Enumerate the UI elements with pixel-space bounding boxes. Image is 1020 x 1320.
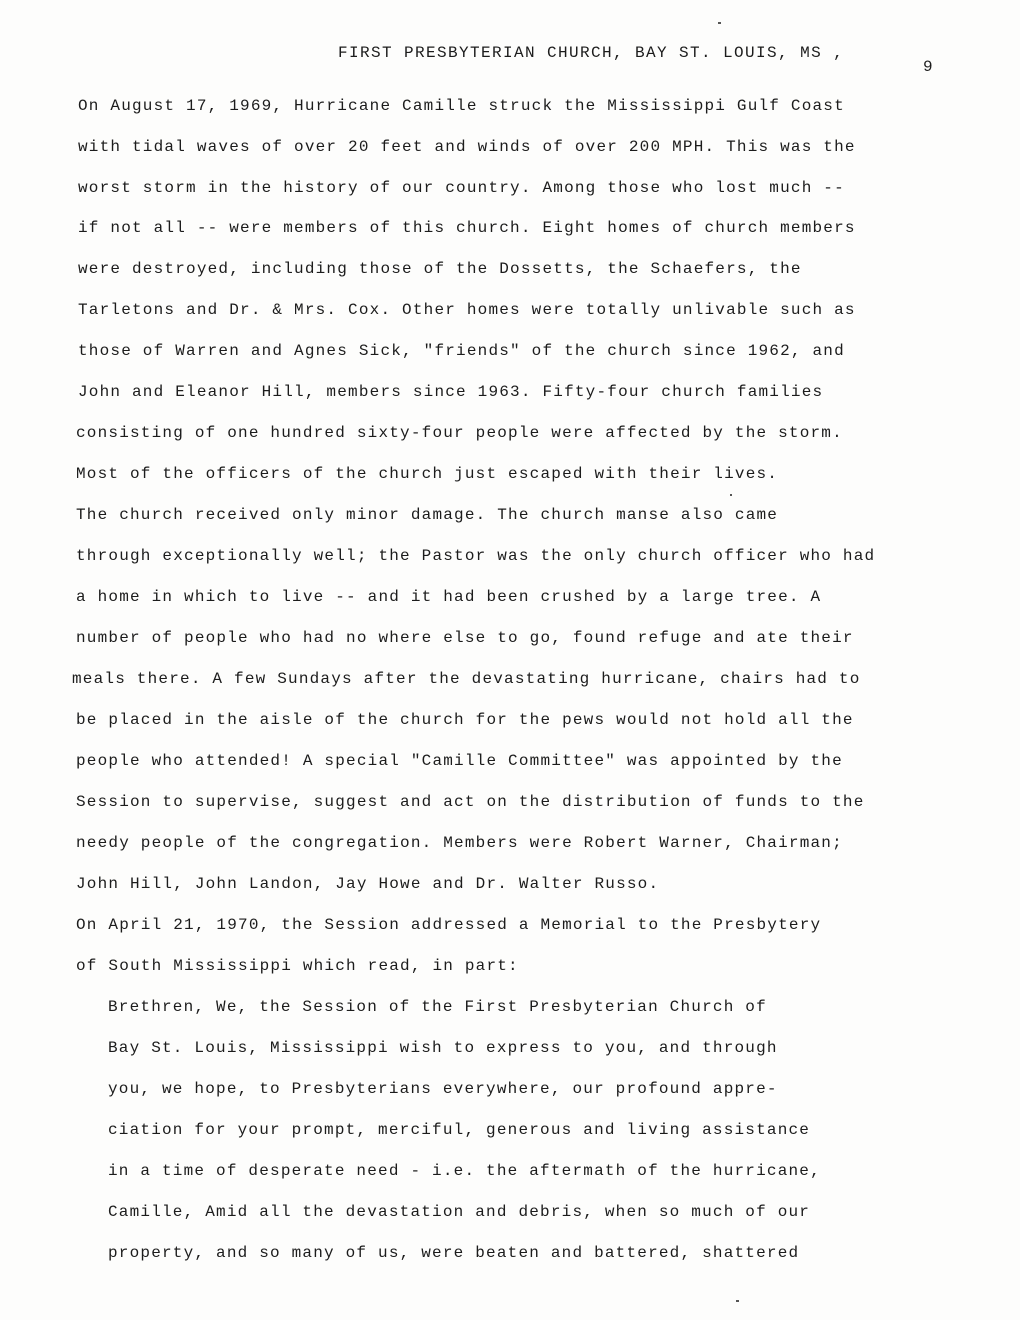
scan-speck — [736, 1300, 739, 1302]
body-line: were destroyed, including those of the Dossetts, the Schaefers, the — [78, 260, 802, 278]
body-line: those of Warren and Agnes Sick, "friends" of the church since 1962, and — [78, 342, 845, 360]
body-line: John and Eleanor Hill, members since 1963. Fifty-four church families — [78, 383, 824, 401]
body-line: a home in which to live -- and it had been crushed by a large tree. A — [76, 588, 822, 606]
quote-line: Brethren, We, the Session of the First Presbyterian Church of — [108, 998, 767, 1016]
body-line: On April 21, 1970, the Session addressed a Memorial to the Presbytery — [76, 916, 822, 934]
body-line: consisting of one hundred sixty-four people were affected by the storm. — [76, 424, 843, 442]
quote-line: you, we hope, to Presbyterians everywhere, our profound appre- — [108, 1080, 778, 1098]
quote-line: Bay St. Louis, Mississippi wish to express to you, and through — [108, 1039, 778, 1057]
body-line: people who attended! A special "Camille Committee" was appointed by the — [76, 752, 843, 770]
body-line: if not all -- were members of this church. Eight homes of church members — [78, 219, 856, 237]
body-line: needy people of the congregation. Members were Robert Warner, Chairman; — [76, 834, 843, 852]
body-line: On August 17, 1969, Hurricane Camille struck the Mississippi Gulf Coast — [78, 97, 845, 115]
body-line: worst storm in the history of our country. Among those who lost much -- — [78, 179, 845, 197]
body-line: Session to supervise, suggest and act on the distribution of funds to the — [76, 793, 865, 811]
body-line: Tarletons and Dr. & Mrs. Cox. Other homes were totally unlivable such as — [78, 301, 856, 319]
body-line: with tidal waves of over 20 feet and winds of over 200 MPH. This was the — [78, 138, 856, 156]
body-line: be placed in the aisle of the church for the pews would not hold all the — [76, 711, 854, 729]
body-line: meals there. A few Sundays after the devastating hurricane, chairs had to — [72, 670, 861, 688]
scan-speck — [730, 494, 732, 496]
quote-line: Camille, Amid all the devastation and debris, when so much of our — [108, 1203, 811, 1221]
scan-speck — [718, 22, 721, 24]
body-line: Most of the officers of the church just escaped with their lives. — [76, 465, 779, 483]
page-number: 9 — [923, 58, 933, 76]
body-line: The church received only minor damage. The church manse also came — [76, 506, 779, 524]
body-line: number of people who had no where else to go, found refuge and ate their — [76, 629, 854, 647]
body-line: through exceptionally well; the Pastor was the only church officer who had — [76, 547, 876, 565]
quote-line: property, and so many of us, were beaten and battered, shattered — [108, 1244, 800, 1262]
quote-line: ciation for your prompt, merciful, generous and living assistance — [108, 1121, 811, 1139]
body-line: of South Mississippi which read, in part: — [76, 957, 519, 975]
body-line: John Hill, John Landon, Jay Howe and Dr. Walter Russo. — [76, 875, 660, 893]
page-header: FIRST PRESBYTERIAN CHURCH, BAY ST. LOUIS, MS , — [338, 44, 845, 62]
quote-line: in a time of desperate need - i.e. the aftermath of the hurricane, — [108, 1162, 821, 1180]
